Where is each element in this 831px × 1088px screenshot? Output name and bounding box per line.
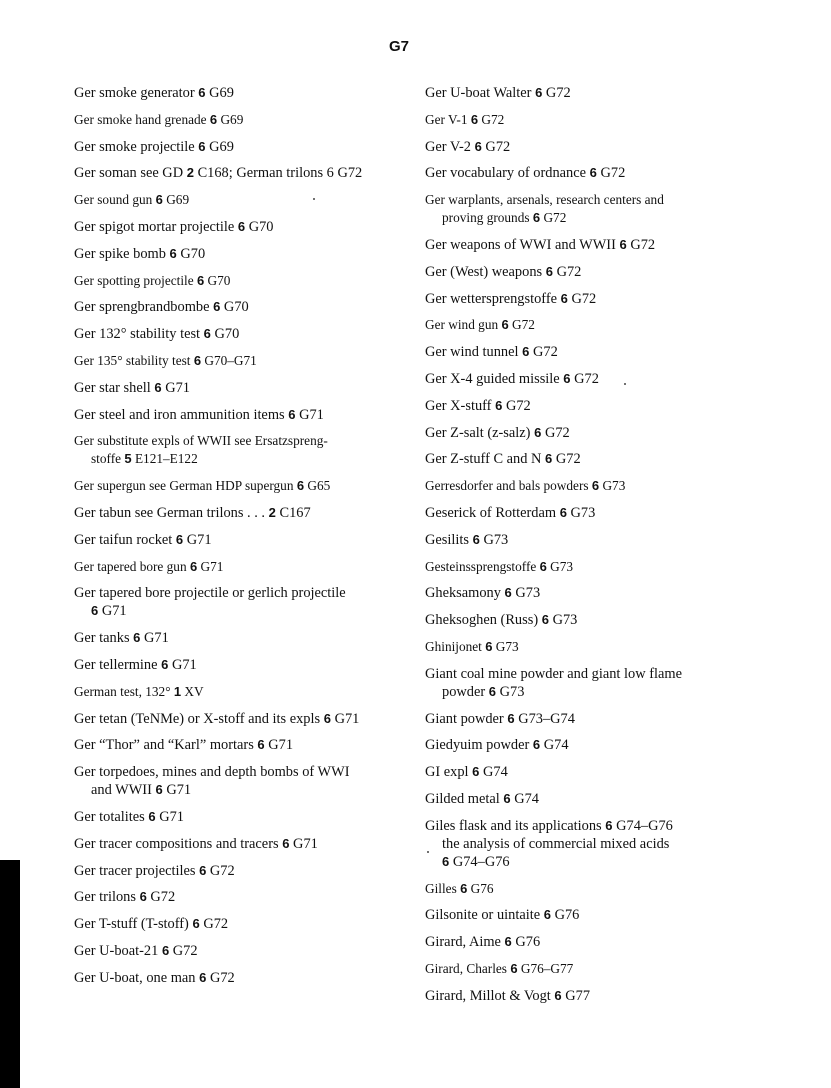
volume-number: 6 — [133, 630, 141, 646]
volume-number: 6 — [189, 558, 198, 574]
entry-heading: Ger U-boat, one man — [74, 969, 196, 986]
page-reference: G71 — [268, 737, 294, 754]
index-entry — [425, 370, 720, 388]
index-entry — [425, 424, 720, 442]
entry-heading: Ger spotting projectile — [74, 272, 194, 288]
index-entry — [74, 477, 404, 495]
page-reference: G71 — [144, 630, 169, 647]
page-reference: G69 — [166, 192, 190, 208]
entry-heading: Geserick of Rotterdam — [425, 504, 557, 521]
index-entry — [425, 263, 720, 281]
entry-heading: Ger wind gun — [425, 317, 499, 333]
page-reference: G71 — [101, 603, 127, 620]
page-reference: G72 — [481, 111, 505, 127]
index-entry — [425, 450, 720, 468]
entry-heading: Ger trilons — [74, 889, 136, 906]
page-reference: G76 — [470, 880, 494, 896]
volume-number: 6 — [559, 504, 567, 520]
entry-heading: Ger X-stuff — [425, 397, 492, 414]
index-entry — [425, 138, 720, 156]
index-entry — [74, 942, 404, 960]
page-reference: G72 — [532, 344, 558, 361]
entry-heading: Ger tanks — [74, 630, 130, 647]
entry-heading: Ger tapered bore gun — [74, 558, 187, 574]
volume-number: 6 — [323, 710, 331, 726]
volume-number: 6 — [543, 907, 551, 923]
index-entry — [74, 432, 404, 468]
entry-heading: Ger smoke projectile — [74, 138, 195, 155]
page-reference: G77 — [565, 987, 591, 1004]
entry-heading: Ger tracer compositions and tracers — [74, 835, 279, 852]
volume-number: 6 — [535, 85, 543, 100]
entry-heading: Gesilits — [425, 531, 469, 548]
entry-heading: Ger smoke hand grenade — [74, 111, 207, 127]
volume-number: 6 — [605, 817, 613, 833]
page-reference: G71 — [166, 782, 192, 799]
index-entry — [74, 164, 404, 182]
page-reference: G72 — [150, 889, 176, 906]
page-reference: G73 — [515, 585, 541, 602]
index-entry — [425, 164, 720, 182]
index-entry — [425, 343, 720, 361]
index-entry — [425, 558, 720, 576]
volume-number: 6 — [154, 379, 162, 395]
entry-heading: Ger totalites — [74, 808, 145, 825]
volume-number: 2 — [186, 165, 194, 181]
volume-number: 6 — [199, 969, 207, 985]
page-reference: G72 — [485, 138, 511, 155]
volume-number: 6 — [545, 263, 553, 279]
index-entry — [74, 298, 404, 316]
page-reference: XV — [184, 683, 204, 699]
index-entry — [74, 406, 404, 424]
volume-number: 6 — [282, 835, 290, 851]
entry-heading: Ger sprengbrandbombe — [74, 299, 210, 316]
page-reference: G71 — [334, 710, 360, 727]
entry-heading: Gheksoghen (Russ) — [425, 612, 539, 629]
volume-number: 6 — [470, 111, 479, 127]
index-entry — [74, 862, 404, 880]
entry-heading: Girard, Aime — [425, 934, 501, 951]
volume-number: 6 — [139, 889, 147, 905]
page-reference: G74–G76 — [452, 853, 510, 870]
page-reference: G76–G77 — [520, 960, 574, 976]
index-entry — [425, 817, 720, 871]
page-reference: G72 — [544, 424, 570, 441]
entry-heading: Ger soman see GD — [74, 165, 184, 182]
entry-heading: Ghinijonet — [425, 638, 482, 654]
index-entry — [425, 111, 720, 129]
index-entry — [74, 531, 404, 549]
index-entry — [74, 584, 404, 620]
entry-heading: Ger steel and iron ammunition items — [74, 406, 285, 423]
index-entry — [74, 84, 404, 102]
volume-number: 6 — [472, 764, 480, 780]
index-entry — [74, 504, 404, 522]
page-reference: G73 — [483, 531, 509, 548]
entry-continuation: stoffe — [91, 451, 122, 467]
page-reference: G71 — [186, 531, 212, 548]
page-reference: G72 — [512, 317, 535, 333]
entry-heading: Ger sound gun — [74, 192, 153, 208]
index-entry — [74, 379, 404, 397]
entry-heading: Ger 132° stability test — [74, 326, 201, 343]
entry-heading: Gilles — [425, 880, 457, 896]
page-reference: G73 — [550, 558, 574, 574]
volume-number: 6 — [503, 790, 511, 806]
volume-number: 1 — [173, 683, 182, 699]
index-entry — [425, 880, 720, 898]
entry-heading: Ger wind tunnel — [425, 344, 519, 361]
volume-number: 6 — [589, 165, 597, 181]
volume-number: 6 — [591, 478, 600, 494]
page-reference: G69 — [209, 85, 234, 101]
entry-heading: Ger Z-stuff C and N — [425, 451, 542, 468]
volume-number: 6 — [169, 245, 177, 261]
volume-number: 6 — [619, 236, 627, 252]
page-reference: G72 — [209, 862, 235, 879]
scan-margin-shadow — [0, 860, 20, 1088]
index-entry — [74, 629, 404, 647]
page-reference: G71 — [165, 379, 190, 396]
index-entry — [425, 236, 720, 254]
index-entry — [74, 138, 404, 156]
entry-heading: Gilded metal — [425, 790, 500, 807]
volume-number: 5 — [124, 451, 132, 467]
volume-number: 6 — [209, 111, 218, 127]
entry-heading: Ger star shell — [74, 379, 151, 396]
page-reference: G71 — [159, 808, 184, 825]
entry-heading: Girard, Charles — [425, 960, 507, 976]
volume-number: 6 — [460, 880, 468, 896]
page-reference: G69 — [220, 111, 244, 127]
entry-heading: Giant powder — [425, 710, 504, 727]
index-entry — [74, 191, 404, 209]
index-entry — [425, 191, 720, 227]
index-entry — [74, 763, 404, 799]
index-entry — [425, 710, 720, 728]
page-reference: G72 — [209, 969, 235, 986]
volume-number: 6 — [192, 916, 200, 932]
entry-heading: Ger supergun see German HDP supergun — [74, 478, 294, 494]
page-reference: G73 — [570, 504, 596, 521]
page-reference: G65 — [307, 478, 331, 494]
page-reference: G73 — [495, 638, 519, 654]
entry-heading: German test, 132° — [74, 683, 171, 699]
volume-number: 6 — [510, 960, 518, 976]
index-entry — [74, 656, 404, 674]
entry-heading: Ger U-boat-21 — [74, 942, 159, 959]
index-entry — [425, 736, 720, 754]
index-entry — [425, 531, 720, 549]
page-reference: G72 — [574, 370, 599, 387]
entry-heading: Ger spike bomb — [74, 245, 166, 262]
index-entry — [425, 763, 720, 781]
index-entry — [425, 477, 720, 495]
index-entry — [425, 84, 720, 102]
entry-heading: Ger torpedoes, mines and depth bombs of WWI — [74, 764, 350, 781]
entry-heading: Girard, Millot & Vogt — [425, 987, 551, 1004]
volume-number: 6 — [534, 424, 542, 440]
volume-number: 6 — [237, 218, 246, 234]
volume-number: 6 — [501, 317, 509, 333]
page-reference: G71 — [293, 835, 318, 852]
index-column-right — [425, 84, 720, 1014]
index-entry — [74, 272, 404, 290]
index-entry — [425, 611, 720, 629]
page-reference: G71 — [171, 656, 197, 673]
entry-continuation: proving grounds — [442, 210, 530, 226]
volume-number: 6 — [288, 406, 296, 422]
scan-speck — [427, 851, 429, 853]
index-entry — [74, 835, 404, 853]
volume-number: 6 — [485, 638, 493, 654]
page-reference: G72 — [545, 85, 571, 101]
volume-number: 6 — [545, 451, 553, 467]
page-reference: G72 — [630, 236, 656, 253]
volume-number: 6 — [148, 808, 156, 824]
entry-heading: Ger taifun rocket — [74, 531, 173, 548]
page-reference: G73–G74 — [518, 710, 575, 727]
volume-number: 6 — [198, 85, 206, 100]
volume-number: 6 — [504, 585, 512, 601]
volume-number: 6 — [161, 656, 169, 672]
entry-heading: Ger U-boat Walter — [425, 85, 532, 101]
entry-heading: GI expl — [425, 764, 469, 781]
volume-number: 6 — [488, 683, 497, 699]
page-header: G7 — [388, 38, 409, 55]
volume-number: 6 — [560, 290, 568, 306]
volume-number: 6 — [442, 853, 450, 869]
entry-heading: Ger tellermine — [74, 656, 158, 673]
volume-number: 6 — [91, 603, 99, 619]
page-reference: G73 — [499, 683, 525, 700]
index-entry — [425, 504, 720, 522]
volume-number: 6 — [541, 612, 549, 628]
volume-number: 6 — [155, 192, 163, 208]
volume-number: 2 — [268, 504, 276, 520]
entry-heading: Ger tetan (TeNMe) or X-stoff and its expls — [74, 710, 321, 727]
entry-heading: Giedyuim powder — [425, 737, 530, 754]
entry-heading: Gilsonite or uintaite — [425, 907, 541, 924]
entry-heading: Gerresdorfer and bals powders — [425, 478, 589, 494]
page-reference: G74–G76 — [616, 817, 673, 834]
volume-number: 6 — [296, 478, 305, 494]
index-entry — [74, 218, 404, 236]
page-reference: G74 — [483, 764, 508, 781]
index-entry — [74, 325, 404, 343]
volume-number: 6 — [198, 138, 206, 154]
entry-continuation: and WWII — [91, 782, 152, 799]
entry-heading: Ger wettersprengstoffe — [425, 290, 557, 307]
index-entry — [425, 316, 720, 334]
scan-speck — [624, 383, 626, 385]
index-entry — [425, 906, 720, 924]
index-entry — [74, 969, 404, 987]
scan-speck — [313, 198, 315, 200]
entry-heading: Ger 135° stability test — [74, 352, 191, 368]
volume-number: 6 — [522, 344, 530, 360]
volume-number: 6 — [472, 531, 480, 547]
index-entry — [425, 638, 720, 656]
index-entry — [425, 933, 720, 951]
index-entry — [425, 397, 720, 415]
index-entry — [74, 245, 404, 263]
index-entry — [74, 808, 404, 826]
volume-number: 6 — [539, 558, 547, 574]
page-reference: G72 — [543, 210, 567, 226]
page-reference: G71 — [299, 406, 324, 423]
page-reference: G72 — [203, 916, 229, 933]
index-entry — [74, 111, 404, 129]
entry-heading: Gesteinssprengstoffe — [425, 558, 537, 574]
index-entry — [74, 915, 404, 933]
entry-heading: Ger “Thor” and “Karl” mortars — [74, 737, 254, 754]
entry-heading: Ger tracer projectiles — [74, 862, 196, 879]
volume-number: 6 — [199, 862, 207, 878]
page-reference: G76 — [554, 907, 580, 924]
page-reference: G74 — [514, 790, 539, 807]
index-entry — [425, 960, 720, 978]
entry-heading: Ger V-1 — [425, 111, 468, 127]
volume-number: 6 — [532, 737, 541, 753]
page-reference: G72 — [571, 290, 597, 307]
page-reference: G70 — [214, 326, 240, 343]
entry-heading: Ger warplants, arsenals, research centers and — [425, 192, 664, 208]
page-reference: G72 — [556, 263, 582, 280]
entry-heading: Ger substitute expls of WWII see Ersatzspreng- — [74, 433, 328, 449]
index-entry — [74, 352, 404, 370]
volume-number: 6 — [193, 352, 202, 368]
index-entry — [425, 665, 720, 701]
page-reference: G72 — [555, 451, 581, 468]
volume-number: 6 — [504, 934, 512, 950]
entry-heading: Ger tabun see German trilons . . . — [74, 504, 266, 521]
volume-number: 6 — [474, 138, 482, 154]
entry-heading: Ger weapons of WWI and WWII — [425, 236, 616, 253]
entry-heading: Gheksamony — [425, 585, 501, 602]
entry-heading: Ger spigot mortar projectile — [74, 218, 235, 235]
page-reference: G70 — [207, 272, 231, 288]
entry-heading: Ger T-stuff (T-stoff) — [74, 916, 189, 933]
index-entry — [74, 710, 404, 728]
volume-number: 6 — [175, 531, 184, 547]
page-reference: G71 — [200, 558, 224, 574]
volume-number: 6 — [257, 737, 265, 753]
index-entry — [425, 790, 720, 808]
page-reference: E121–E122 — [134, 451, 198, 467]
index-entry — [74, 736, 404, 754]
entry-heading: Giles flask and its applications — [425, 817, 602, 834]
entry-heading: Ger X-4 guided missile — [425, 370, 560, 387]
volume-number: 6 — [155, 782, 163, 798]
subentry-text: the analysis of commercial mixed acids — [442, 835, 670, 852]
index-entry — [425, 987, 720, 1005]
page-reference: G73 — [602, 478, 626, 494]
entry-heading: Ger tapered bore projectile or gerlich projectile — [74, 585, 346, 602]
index-entry — [425, 290, 720, 308]
page-reference: G70 — [180, 245, 206, 262]
entry-heading: Ger Z-salt (z-salz) — [425, 424, 531, 441]
page-reference: G69 — [209, 138, 234, 155]
entry-heading: Ger (West) weapons — [425, 263, 543, 280]
page-reference: C168; German trilons 6 G72 — [197, 165, 363, 182]
index-entry — [74, 888, 404, 906]
entry-heading: Ger smoke generator — [74, 85, 195, 101]
volume-number: 6 — [196, 272, 205, 288]
volume-number: 6 — [495, 397, 503, 413]
page-reference: G74 — [543, 737, 569, 754]
page-reference: G70 — [248, 218, 274, 235]
entry-heading: Ger V-2 — [425, 138, 471, 155]
page-reference: G73 — [552, 612, 578, 629]
entry-heading: Giant coal mine powder and giant low flame — [425, 665, 682, 682]
volume-number: 6 — [507, 710, 515, 726]
volume-number: 6 — [213, 299, 221, 315]
volume-number: 6 — [554, 987, 562, 1003]
page-reference: G72 — [172, 942, 198, 959]
page-reference: C167 — [279, 504, 311, 521]
page-reference: G70–G71 — [204, 352, 257, 368]
volume-number: 6 — [532, 210, 541, 226]
volume-number: 6 — [563, 370, 571, 386]
index-entry — [74, 558, 404, 576]
page-reference: G70 — [223, 299, 249, 316]
entry-continuation: powder — [442, 683, 486, 700]
index-entry — [74, 683, 404, 701]
page-reference: G76 — [515, 934, 541, 951]
volume-number: 6 — [203, 326, 211, 342]
page-reference: G72 — [600, 165, 626, 182]
index-entry — [425, 584, 720, 602]
volume-number: 6 — [161, 942, 170, 958]
index-column-left — [74, 84, 404, 996]
page-reference: G72 — [505, 397, 531, 414]
entry-heading: Ger vocabulary of ordnance — [425, 165, 587, 182]
